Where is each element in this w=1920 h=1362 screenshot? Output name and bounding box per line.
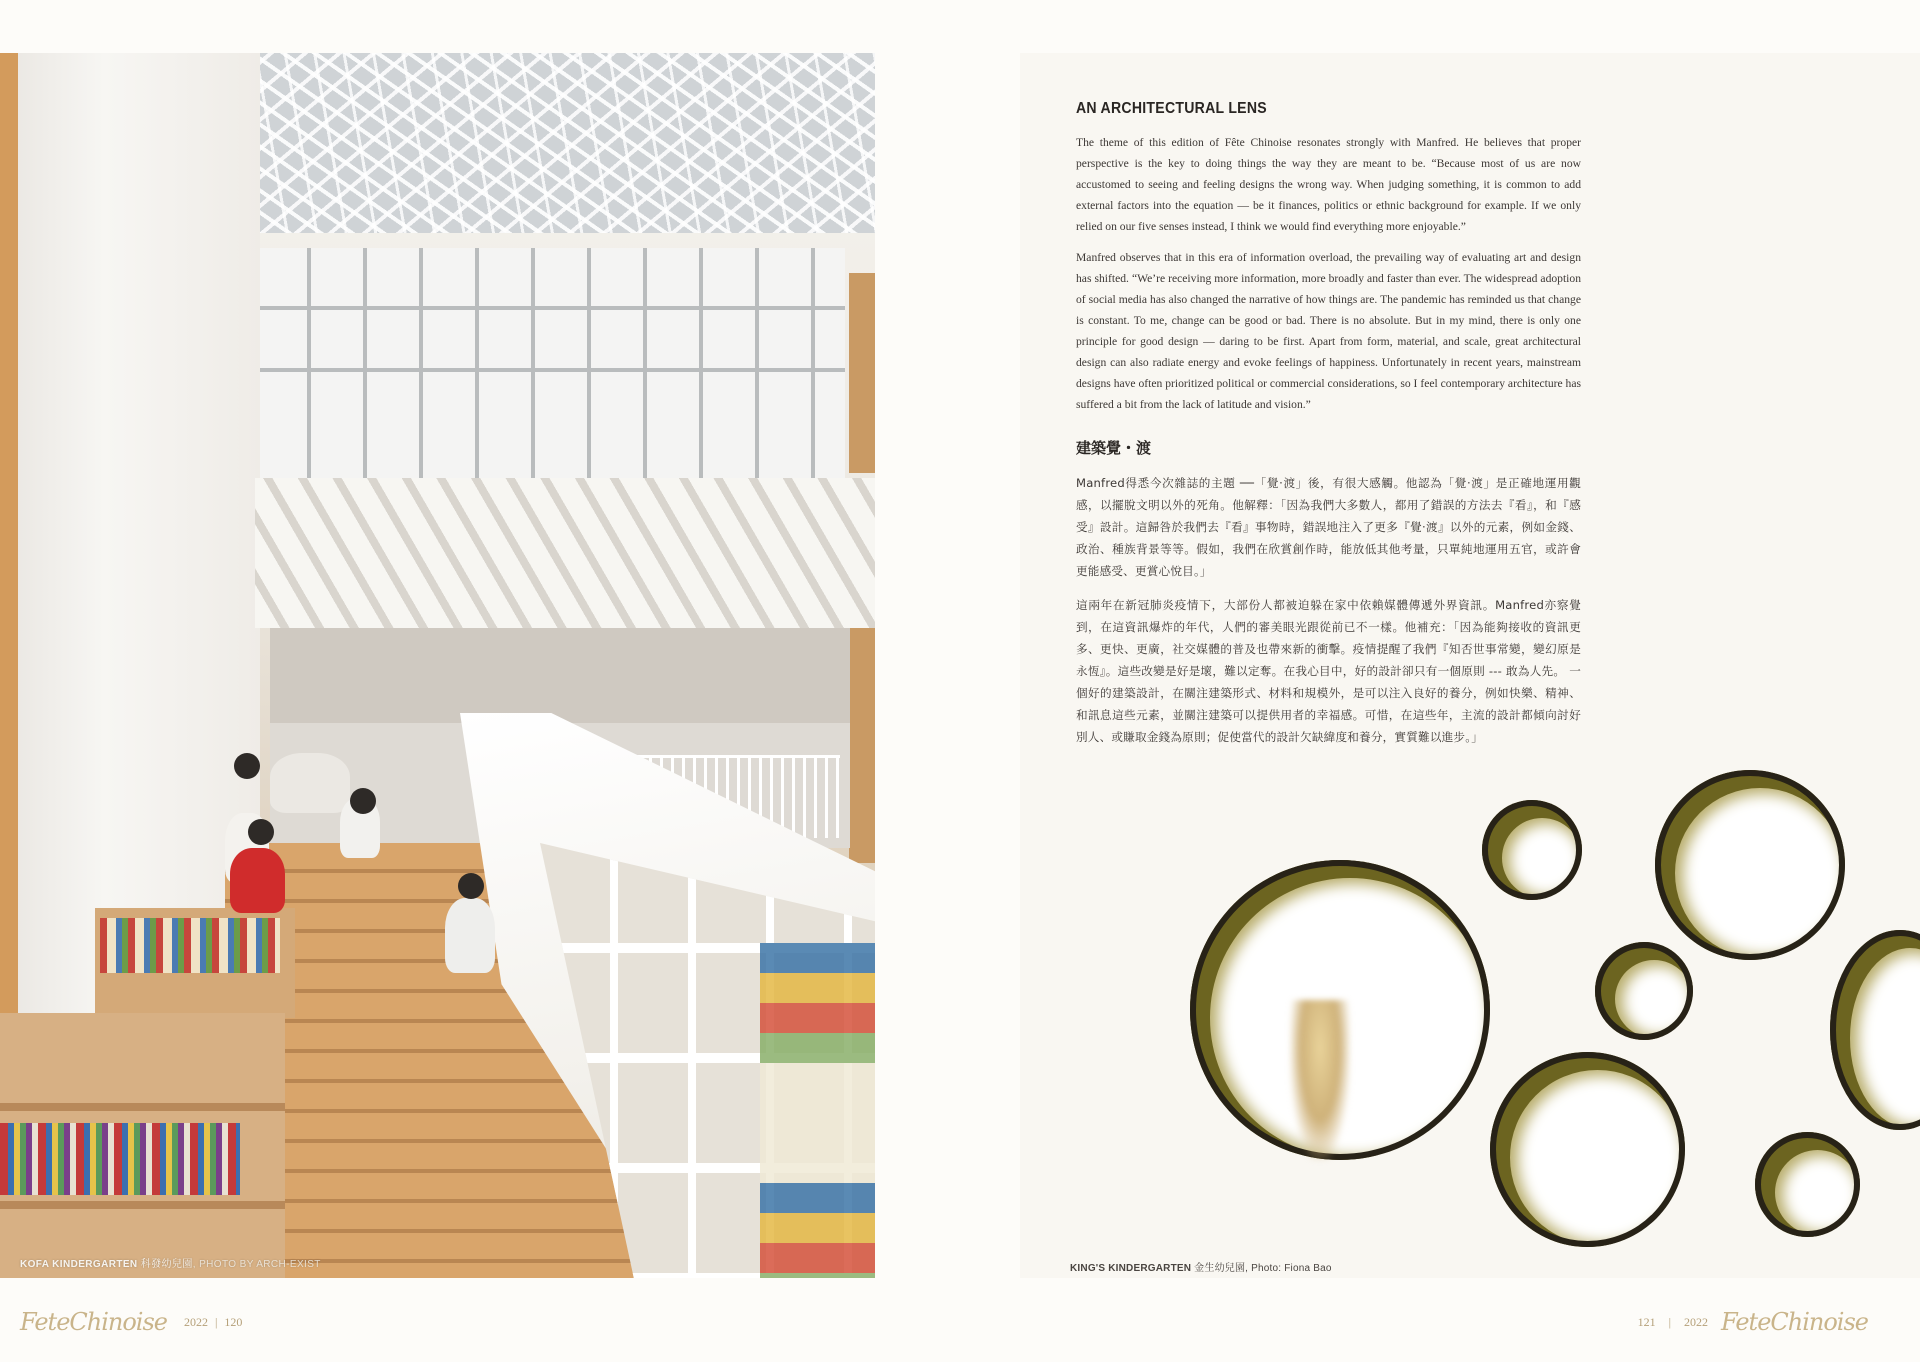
circular-window — [1655, 770, 1845, 960]
left-footer — [20, 1308, 242, 1336]
chinese-heading: 建築覺・渡 — [1076, 439, 1152, 457]
footer-separator: | — [1668, 1315, 1671, 1329]
child-reading — [230, 848, 285, 913]
caption-chinese: 金生幼兒園 — [1194, 1263, 1246, 1274]
article-heading: AN ARCHITECTURAL LENS — [1076, 100, 1267, 117]
footer-year: 2022 — [184, 1315, 208, 1329]
chinese-paragraph: Manfred得悉今次雜誌的主題 ──「覺‧渡」後，有很大感觸。他認為「覺‧渡」是正確地運用觀感，以擺脫文明以外的死角。他解釋：「因為我們大多數人，都用了錯誤的方法去『看』，和『感受』設計。這歸咎於我們去『看』事物時，錯誤地注入了更多『覺‧渡』以外的元素，例如金錢、政治、種族背景等等。假如，我們在欣賞創作時，能放低其他考量，只單純地運用五官，或許會更能感受、更賞心悅目。」 — [1076, 476, 1581, 578]
magazine-logo: FeteChinoise — [20, 1308, 167, 1336]
child-head — [248, 819, 274, 845]
child-head — [458, 873, 484, 899]
magazine-logo: FeteChinoise — [1721, 1308, 1868, 1336]
picture-books — [760, 943, 875, 1278]
right-photo-caption — [1070, 1259, 1332, 1274]
wood-column — [849, 273, 875, 473]
article-column — [1076, 100, 1581, 760]
books — [0, 1123, 240, 1195]
child-head — [234, 753, 260, 779]
caption-credit: , PHOTO BY ARCH-EXIST — [192, 1259, 321, 1270]
right-footer — [1638, 1308, 1868, 1336]
blurred-figure — [1290, 1000, 1350, 1160]
caption-title: KING'S KINDERGARTEN — [1070, 1263, 1192, 1274]
footer-year: 2022 — [1684, 1315, 1708, 1329]
page-number: 120 — [224, 1315, 243, 1329]
dappled-shadows — [255, 478, 875, 628]
books — [100, 918, 280, 973]
english-paragraph: Manfred observes that in this era of information overload, the prevailing way of evaluating art and design has shifted. “We’re receiving more information, more broadly and faster than ever. The widespread adoption of social media has also changed the narrative of how things are. The pandemic has reminded us that change is constant. To me, change can be good or bad. There is no absolute. But in my mind, there is only one principle for good design — daring to be first. Apart from form, material, and scale, great architectural design can also radiate energy and evoke feelings of happiness. Unfortunately in recent years, mainstream designs have often prioritized political or commercial considerations, so I feel contemporary architecture has suffered a bit from the lack of latitude and vision.” — [1076, 251, 1581, 411]
caption-chinese: 科發幼兒園 — [140, 1259, 193, 1270]
circular-window-large — [1190, 860, 1490, 1160]
left-photo-caption — [20, 1255, 321, 1270]
child-reading — [270, 753, 350, 813]
white-wall — [0, 53, 260, 1053]
footer-separator: | — [215, 1315, 218, 1329]
clerestory-windows — [255, 248, 845, 478]
child-reading — [445, 898, 495, 973]
child-head — [350, 788, 376, 814]
circular-window — [1755, 1132, 1860, 1237]
kofa-kindergarten-photo — [0, 53, 875, 1278]
circular-window — [1482, 800, 1582, 900]
wood-column — [849, 623, 875, 863]
lattice-skylight — [230, 53, 875, 233]
caption-title: KOFA KINDERGARTEN — [20, 1259, 138, 1270]
circular-window — [1595, 942, 1693, 1040]
page-number: 121 — [1637, 1315, 1656, 1329]
caption-credit: , Photo: Fiona Bao — [1245, 1263, 1332, 1274]
english-paragraph: The theme of this edition of Fête Chinoise resonates strongly with Manfred. He believes that proper perspective is the key to doing things the way they are meant to be. “Because most of us are now accustomed to seeing and feeling designs the wrong way. When judging something, it is common to add external factors into the equation — be it finances, politics or ethnic background for example. If we only relied on our five senses instead, I think we would find everything more enjoyable.” — [1076, 136, 1581, 233]
chinese-paragraph: 這兩年在新冠肺炎疫情下，大部份人都被迫躲在家中依賴媒體傳遞外界資訊。Manfred亦察覺到，在這資訊爆炸的年代，人們的審美眼光跟從前已不一樣。他補充：「因為能夠接收的資訊更多、更快、更廣，社交媒體的普及也帶來新的衝擊。疫情提醒了我們『知否世事常變，變幻原是永恆』。這些改變是好是壞，難以定奪。在我心目中，好的設計卻只有一個原則 --- 敢為人先。 一個好的建築設計，在關注建築形式、材料和規模外，是可以注入良好的養分，例如快樂、精神、和訊息這些元素，並關注建築可以提供用者的幸福感。可惜，在這些年，主流的設計都傾向討好別人、或賺取金錢為原則；促使當代的設計欠缺緯度和養分，實質難以進步。」 — [1076, 598, 1581, 744]
circular-window — [1490, 1052, 1685, 1247]
